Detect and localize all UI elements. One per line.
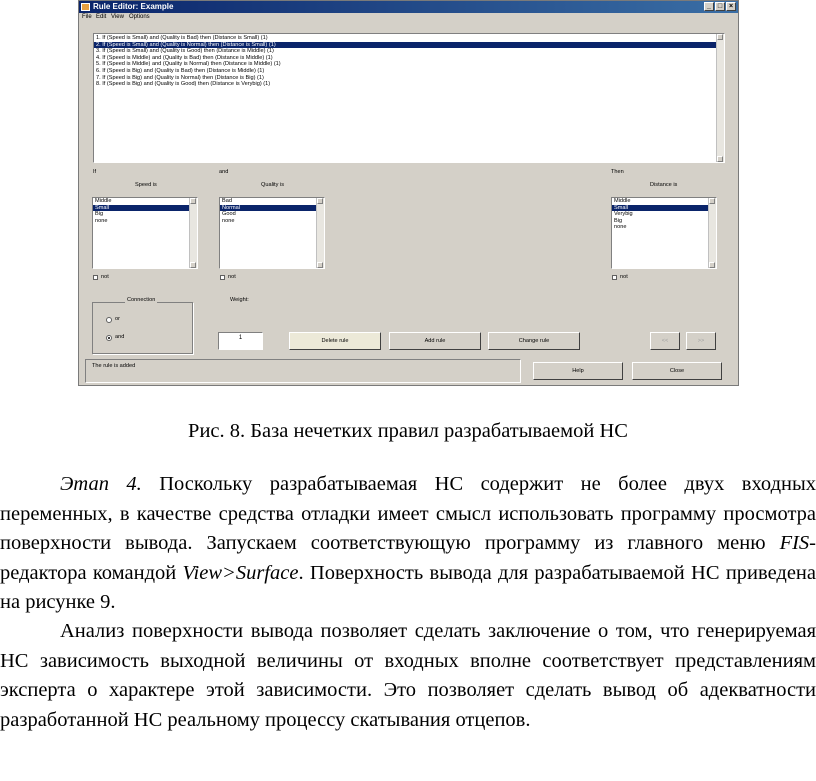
- rule-item[interactable]: 3. If (Speed is Small) and (Quality is Good) then (Distance is Middle) (1): [96, 48, 274, 55]
- speed-option[interactable]: none: [95, 217, 108, 224]
- speed-title: Speed is: [135, 182, 157, 188]
- speed-list[interactable]: [92, 197, 198, 269]
- menu-options[interactable]: Options: [129, 14, 150, 20]
- then-label: Then: [611, 169, 624, 175]
- and-radio-label: and: [115, 334, 125, 340]
- distance-list[interactable]: [611, 197, 717, 269]
- paragraph1-text-c: . Поверхность вывода для разрабатываемой НС приведена на рисунке 9.: [0, 561, 816, 613]
- rule-item-selected[interactable]: 2. If (Speed is Small) and (Quality is Normal) then (Distance is Small) (1): [94, 42, 724, 49]
- connection-group: [92, 302, 193, 354]
- help-button[interactable]: Help: [533, 362, 623, 380]
- weight-input[interactable]: 1: [218, 332, 263, 350]
- stage-label: Этап 4.: [60, 473, 142, 495]
- close-button[interactable]: Close: [632, 362, 722, 380]
- paragraph-stage4: [0, 470, 816, 618]
- speed-scrollbar[interactable]: [189, 198, 197, 268]
- rules-scrollbar[interactable]: [716, 34, 724, 162]
- quality-title: Quality is: [261, 182, 285, 188]
- quality-option[interactable]: none: [222, 217, 235, 224]
- menu-edit[interactable]: Edit: [96, 14, 107, 20]
- distance-option-selected[interactable]: Small: [612, 205, 716, 212]
- paragraph-analysis: Анализ поверхности вывода позволяет сделать заключение о том, что генерируемая НС зависимость выходной величины от входных вполне соответствует представлениям эксперта о характере этой зависимости. Это позволяет сделать вывод об адекватности разработанной НС реальному процессу скатывания отцепов.: [0, 620, 816, 731]
- rules-list[interactable]: [93, 33, 725, 163]
- menu-file[interactable]: File: [82, 14, 92, 20]
- distance-not-label: not: [620, 274, 628, 280]
- change-rule-button[interactable]: Change rule: [488, 332, 580, 350]
- matlab-icon: [81, 3, 90, 11]
- menu-bar: [79, 13, 738, 22]
- weight-label: Weight:: [230, 297, 249, 303]
- rule-item[interactable]: 5. If (Speed is Middle) and (Quality is Normal) then (Distance is Middle) (1): [96, 61, 281, 68]
- add-rule-button[interactable]: Add rule: [389, 332, 481, 350]
- rule-editor-window: [78, 0, 739, 386]
- and-label: and: [219, 169, 229, 175]
- next-button[interactable]: >>: [686, 332, 716, 350]
- distance-scrollbar[interactable]: [708, 198, 716, 268]
- window-title: Rule Editor: Example: [93, 2, 174, 11]
- title-bar: [79, 1, 738, 13]
- prev-button[interactable]: <<: [650, 332, 680, 350]
- quality-option[interactable]: Bad: [222, 198, 232, 204]
- speed-option[interactable]: Middle: [95, 198, 112, 204]
- minimize-icon[interactable]: _: [704, 2, 714, 11]
- rule-item[interactable]: 4. If (Speed is Middle) and (Quality is Bad) then (Distance is Middle) (1): [96, 54, 273, 61]
- quality-list[interactable]: [219, 197, 325, 269]
- quality-option[interactable]: Good: [222, 211, 236, 218]
- distance-title: Distance is: [650, 182, 678, 188]
- delete-rule-button[interactable]: Delete rule: [289, 332, 381, 350]
- maximize-icon[interactable]: □: [715, 2, 725, 11]
- speed-not-checkbox[interactable]: [93, 275, 98, 280]
- and-radio[interactable]: [106, 335, 112, 341]
- distance-option[interactable]: Verybig: [614, 211, 633, 218]
- distance-option[interactable]: Big: [614, 217, 623, 224]
- speed-option-selected[interactable]: Small: [93, 205, 197, 212]
- status-box: [85, 359, 521, 383]
- distance-option[interactable]: Middle: [614, 198, 631, 204]
- fis-term: FIS: [779, 532, 810, 554]
- figure-caption: Рис. 8. База нечетких правил разрабатываемой НС: [188, 420, 628, 442]
- rule-item[interactable]: 8. If (Speed is Big) and (Quality is Good) then (Distance is Verybig) (1): [96, 81, 271, 88]
- view-surface-command: View>Surface: [182, 561, 299, 584]
- if-label: If: [93, 169, 97, 175]
- distance-not-checkbox[interactable]: [612, 275, 617, 280]
- paragraph1-text-b: -редактора командой: [0, 532, 816, 584]
- quality-not-label: not: [228, 274, 236, 280]
- quality-option-selected[interactable]: Normal: [220, 205, 324, 212]
- connection-title: Connection: [127, 297, 156, 303]
- or-radio[interactable]: [106, 317, 112, 323]
- quality-scrollbar[interactable]: [316, 198, 324, 268]
- quality-not-checkbox[interactable]: [220, 275, 225, 280]
- speed-option[interactable]: Big: [95, 211, 104, 218]
- rule-item[interactable]: 7. If (Speed is Big) and (Quality is Normal) then (Distance is Big) (1): [96, 74, 264, 81]
- menu-view[interactable]: View: [111, 14, 124, 20]
- rule-item[interactable]: 6. If (Speed is Big) and (Quality is Bad) then (Distance is Middle) (1): [96, 67, 265, 74]
- or-label: or: [115, 316, 120, 322]
- speed-not-label: not: [101, 274, 109, 280]
- status-text: The rule is added: [92, 363, 136, 369]
- paragraph1-text-a: Поскольку разрабатываемая НС содержит не более двух входных переменных, в качестве средства отладки имеет смысл использовать программу просмотра поверхности вывода. Запускаем соответствующую программу из главного меню: [0, 473, 816, 554]
- close-icon[interactable]: ×: [726, 2, 736, 11]
- distance-option[interactable]: none: [614, 224, 627, 231]
- rule-item[interactable]: 1. If (Speed is Small) and (Quality is Bad) then (Distance is Small) (1): [96, 35, 268, 41]
